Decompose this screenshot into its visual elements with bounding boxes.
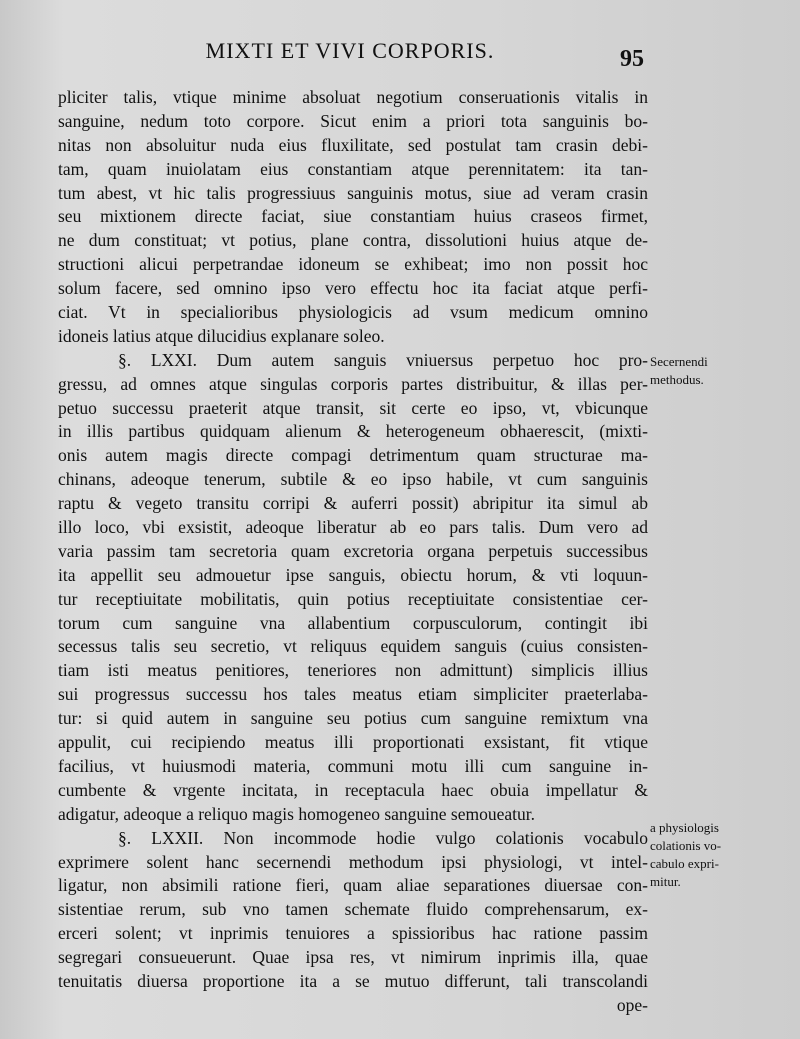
text-line: sui progressus successu hos tales meatus etiam simpliciter praeterlaba- [58,684,648,705]
text-line: tur receptiuitate mobilitatis, quin potius receptiuitate consistentiae cer- [58,588,648,609]
section-heading-lxxi: §. LXXI. Dum autem sanguis vniuersus perpetuo hoc pro- [118,349,648,370]
text-line: tum abest, vt hic talis progressiuus sanguinis motus, siue ad veram crasin [58,182,648,203]
section-heading-lxxii: §. LXXII. Non incommode hodie vulgo colationis vocabulo [118,827,648,848]
text-line: exprimere solent hanc secernendi methodum ipsi physiologi, vt intel- [58,851,648,872]
text-line: solum facere, sed omnino ipso vero effectu hoc ita faciat atque perfi- [58,278,648,299]
text-line: tiam isti meatus penitiores, teneriores non admittunt) simplicis illius [58,660,648,681]
text-line: ligatur, non absimili ratione fieri, quam aliae separationes diuersae con- [58,875,648,896]
text-line: idoneis latius atque dilucidius explanare soleo. [58,325,385,346]
text-line: in illis partibus quidquam alienum & heterogeneum obhaerescit, (mixti- [58,421,648,442]
margin-note-line: a physiologis [650,820,719,835]
text-line: tenuitatis diuersa proportione ita a se mutuo differunt, tali transcolandi [58,970,648,991]
text-line: cumbente & vrgente incitata, in receptacula haec obuia impellatur & [58,779,648,800]
text-line: raptu & vegeto transitu corripi & auferri possit) abripitur ita simul ab [58,493,648,514]
text-line: sistentiae rerum, sub vno tamen schemate fluido comprehensarum, ex- [58,899,648,920]
text-line: varia passim tam secretoria quam excretoria organa perpetuis successibus [58,540,648,561]
page-number: 95 [620,46,644,72]
running-head: MIXTI ET VIVI CORPORIS. [205,38,495,63]
text-line: chinans, adeoque tenerum, subtile & eo ipso habile, vt cum sanguinis [58,469,648,490]
text-line: tur: si quid autem in sanguine seu potius cum sanguine remixtum vna [58,708,648,729]
text-line: tam, quam inuiolatam eius constantiam atque perennitatem: ita tan- [58,158,648,179]
text-line: secessus talis seu secretio, vt reliquus equidem sanguis (cuius consisten- [58,636,648,657]
text-line: onis autem magis directe compagi detrimentum quam structurae ma- [58,445,648,466]
text-line: sanguine, nedum toto corpore. Sicut enim a priori tota sanguinis bo- [58,110,648,131]
text-line: appulit, cui recipiendo meatus illi proportionati exsistant, fit vtique [58,732,648,753]
margin-note-line: Secernendi [650,354,708,369]
text-line: petuo successu praeterit atque transit, sit certe eo ipso, vt, vbicunque [58,397,648,418]
text-line: gressu, ad omnes atque singulas corporis partes distribuitur, & illas per- [58,373,648,394]
margin-note-line: mitur. [650,874,681,889]
text-line: structioni alicui perpetrandae idoneum se exhibeat; imo non possit hoc [58,254,648,275]
margin-note-line: colationis vo- [650,838,722,853]
text-line: segregari consueuerunt. Quae ipsa res, vt nimirum inprimis illa, quae [58,947,648,968]
text-line: ciat. Vt in specialioribus physiologicis ad vsum medicum omnino [58,302,648,323]
text-line: erceri solent; vt inprimis tenuiores a spissioribus hac ratione passim [58,923,648,944]
text-line: torum cum sanguine vna allabentium corpusculorum, contingit ibi [58,612,648,633]
text-line: adigatur, adeoque a reliquo magis homogeneo sanguine semoueatur. [58,803,536,824]
text-line: illo loco, vbi exsistit, adeoque liberatur ab eo pars talis. Dum vero ad [58,517,648,538]
margin-note-secernendi [650,354,708,390]
text-line: pliciter talis, vtique minime absoluat negotium conseruationis vitalis in [58,87,648,107]
text-line: ita appellit seu admouetur ipse sanguis, obiectu horum, & vti loquun- [58,564,648,585]
margin-note-colationis [650,820,721,892]
body-text [58,86,648,1018]
text-line: ne dum constituat; vt potius, plane contra, dissolutioni huius atque de- [58,230,648,251]
text-line: facilius, vt huiusmodi materia, communi motu illi cum sanguine in- [58,755,648,776]
margin-note-line: cabulo expri- [650,856,719,871]
text-line: nitas non absoluitur nuda eius fluxilitate, sed postulat tam crasin debi- [58,134,648,155]
margin-note-line: methodus. [650,372,704,387]
text-line: seu mixtionem directe faciat, siue constantiam huius craseos firmet, [58,206,648,227]
catchword: ope- [616,994,648,1015]
page-header [0,38,800,78]
